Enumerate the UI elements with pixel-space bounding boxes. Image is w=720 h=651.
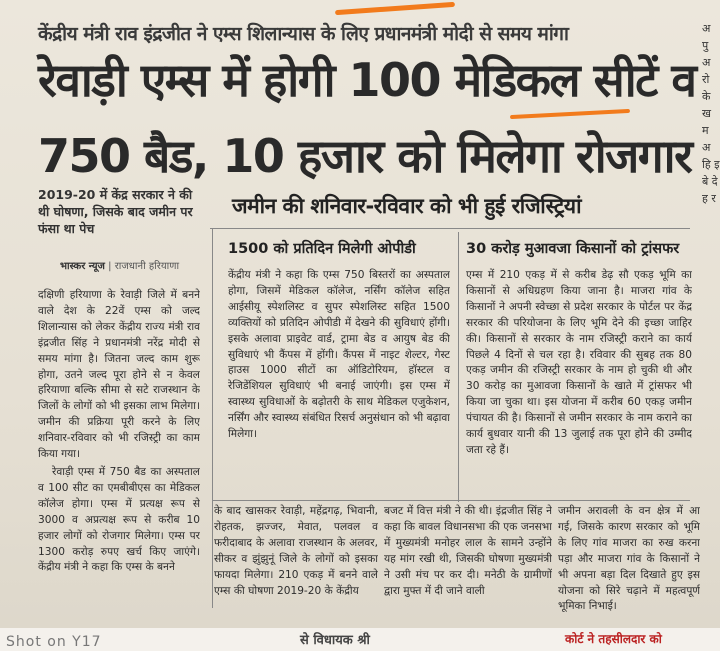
headline-line-1: रेवाड़ी एम्स में होगी 100 मेडिकल सीटें व: [38, 53, 696, 107]
byline: [60, 258, 179, 272]
rule-mid-column-divider: [458, 232, 459, 502]
subheadline: जमीन की शनिवार-रविवार को भी हुई रजिस्ट्रियां: [232, 194, 582, 218]
rule-lower-section: [212, 500, 690, 501]
column-4: [214, 504, 378, 626]
byline-separator: |: [108, 261, 115, 272]
bottom-fragment-left: से विधायक श्री: [300, 633, 370, 648]
col3-heading: 30 करोड़ मुआवजा किसानों को ट्रांसफर: [466, 241, 680, 257]
col1-paragraph-2: रेवाड़ी एम्स में 750 बैड का अस्पताल व 100 सीट का एमबीबीएस का मेडिकल कॉलेज होगा। एम्स में प्रत्यक्ष रूप से 3000 व अप्रत्यक्ष रूप से करीब 10 हजार लोगों को रोजगार मिलेगा। एम्स पर 1300 करोड़ रुपए खर्च किए जाएंगे। केंद्रीय मंत्री ने कहा कि एम्स के बनने: [38, 465, 200, 574]
kicker-line: केंद्रीय मंत्री राव इंद्रजीत ने एम्स शिलान्यास के लिए प्रधानमंत्री मोदी से समय मांगा: [38, 23, 569, 45]
col3-body: एम्स में 210 एकड़ में से करीब डेढ़ सौ एकड़ भूमि का किसानों से अधिग्रहण किया जाना है। माजरा गांव के किसानों ने अपनी स्वेच्छा से प्रदेश सरकार के पोर्टल पर केंद्र सरकार की परियोजना के लिए भूमि देने की इच्छा जाहिर की। किसानों से सरकार के नाम रजिस्ट्री कराने का कार्य पिछले 4 दिनों से चल रहा है। रविवार की सुबह तक 80 एकड़ जमीन की रजिस्ट्री सरकार के नाम हो चुकी थी और 30 करोड़ का मुआवजा किसानों के खाते में ट्रांसफर भी किया जा चुका था। इस योजना में करीब 60 एकड़ जमीन पंचायत की है। किसानों से जमीन सरकार के नाम कराने का कार्य बुधवार यानी की 13 जुलाई तक पूरा होने की उम्मीद जता रहे हैं।: [466, 269, 692, 456]
next-article-strip: [0, 628, 720, 651]
side-kicker: 2019-20 में केंद्र सरकार ने की थी घोषणा, जिसके बाद जमीन पर फंसा था पेच: [38, 187, 193, 236]
bottom-fragment-right: कोर्ट ने तहसीलदार को: [565, 632, 662, 646]
adjacent-article-fragment: अ पु अ रो के ख म अ हि इ बे दे ह र: [702, 22, 720, 205]
col5-body: बजट में वित्त मंत्री ने की थी। इंद्रजीत सिंह ने कहा कि बावल विधानसभा की एक जनसभा में मुख्यमंत्री मनोहर लाल के सामने उन्होंने यह मांग रखी थी, जिसकी घोषणा मुख्यमंत्री ने उसी मंच पर कर दी। मनेठी के ग्रामीणों द्वारा मुफ्त में दी जाने वाली: [384, 505, 552, 597]
col6-body: जमीन अरावली के वन क्षेत्र में आ गई, जिसके कारण सरकार को भूमि के लिए गांव माजरा का रुख करना पड़ा और माजरा गांव के किसानों ने भी अपना बड़ा दिल दिखाते हुए इस योजना को सिरे चढ़ाने में महत्वपूर्ण भूमिका निभाई।: [558, 505, 700, 613]
camera-watermark: Shot on Y17: [6, 634, 102, 650]
column-5: [384, 504, 552, 626]
headline-line-2: 750 बैड, 10 हजार को मिलेगा रोजगार: [38, 129, 692, 183]
col2-heading: 1500 को प्रतिदिन मिलेगी ओपीडी: [228, 241, 416, 257]
col1-paragraph-1: दक्षिणी हरियाणा के रेवाड़ी जिले में बनने वाले देश के 22वें एम्स को जल्द शिलान्यास को लेकर केंद्रीय राज्य मंत्री राव इंद्रजीत सिंह ने प्रधानमंत्री नरेंद्र मोदी से समय मांगा है। जितना जल्द काम शुरू होगा, उतने जल्द पूरा होने से न केवल हरियाणा बल्कि सीमा से सटे राजस्थान के जिलों के लोगों को भी इसका लाभ मिलेगा। जमीन की प्रक्रिया पूरी करने के लिए शनिवार-रविवार को भी रजिस्ट्री का काम किया गया।: [38, 289, 200, 461]
column-3: [466, 268, 692, 496]
rule-under-subhead: [210, 228, 690, 229]
column-1: [38, 288, 200, 624]
col4-body: के बाद खासकर रेवाड़ी, महेंद्रगढ़, भिवानी, रोहतक, झज्जर, मेवात, पलवल व फरीदाबाद के अलावा राजस्थान के अलवर, सीकर व झुंझुनूं जिले के लोगों को इसका फायदा मिलेगा। 210 एकड़ में बनने वाले एम्स की घोषणा 2019-20 के केंद्रीय: [214, 505, 378, 597]
byline-place: राजधानी हरियाणा: [114, 261, 180, 272]
column-6: [558, 504, 700, 626]
rule-left-column-divider: [212, 228, 213, 608]
byline-source: भास्कर न्यूज: [60, 261, 105, 272]
column-2: [228, 268, 450, 496]
orange-pen-underline: [510, 109, 630, 119]
orange-pen-mark-top: [335, 2, 455, 15]
col2-body: केंद्रीय मंत्री ने कहा कि एम्स 750 बिस्तरों का अस्पताल होगा, जिसमें मेडिकल कॉलेज, नर्सिंग कॉलेज सहित आईसीयू स्पेशलिस्ट व सुपर स्पेशलिस्ट सहित 1500 व्यक्तियों को प्रतिदिन ओपीडी में देखने की सुविधाएं होंगी। इसके अलावा प्राइवेट वार्ड, ट्रामा बेड व आयुष बेड की सुविधाएं भी कैंपस में होंगी। कैंपस में नाइट शेल्टर, गेस्ट हाउस 1000 सीटों का ऑडिटोरियम, हॉस्टल व रेजिडेंशियल सुविधाएं भी बनाई जाएंगी। इस एम्स में स्वास्थ्य सुविधाओं के बढ़ोतरी के साथ मेडिकल एजुकेशन, नर्सिंग और स्वास्थ्य संबंधित रिसर्च अनुसंधान को भी बढ़ावा मिलेगा।: [228, 269, 450, 441]
